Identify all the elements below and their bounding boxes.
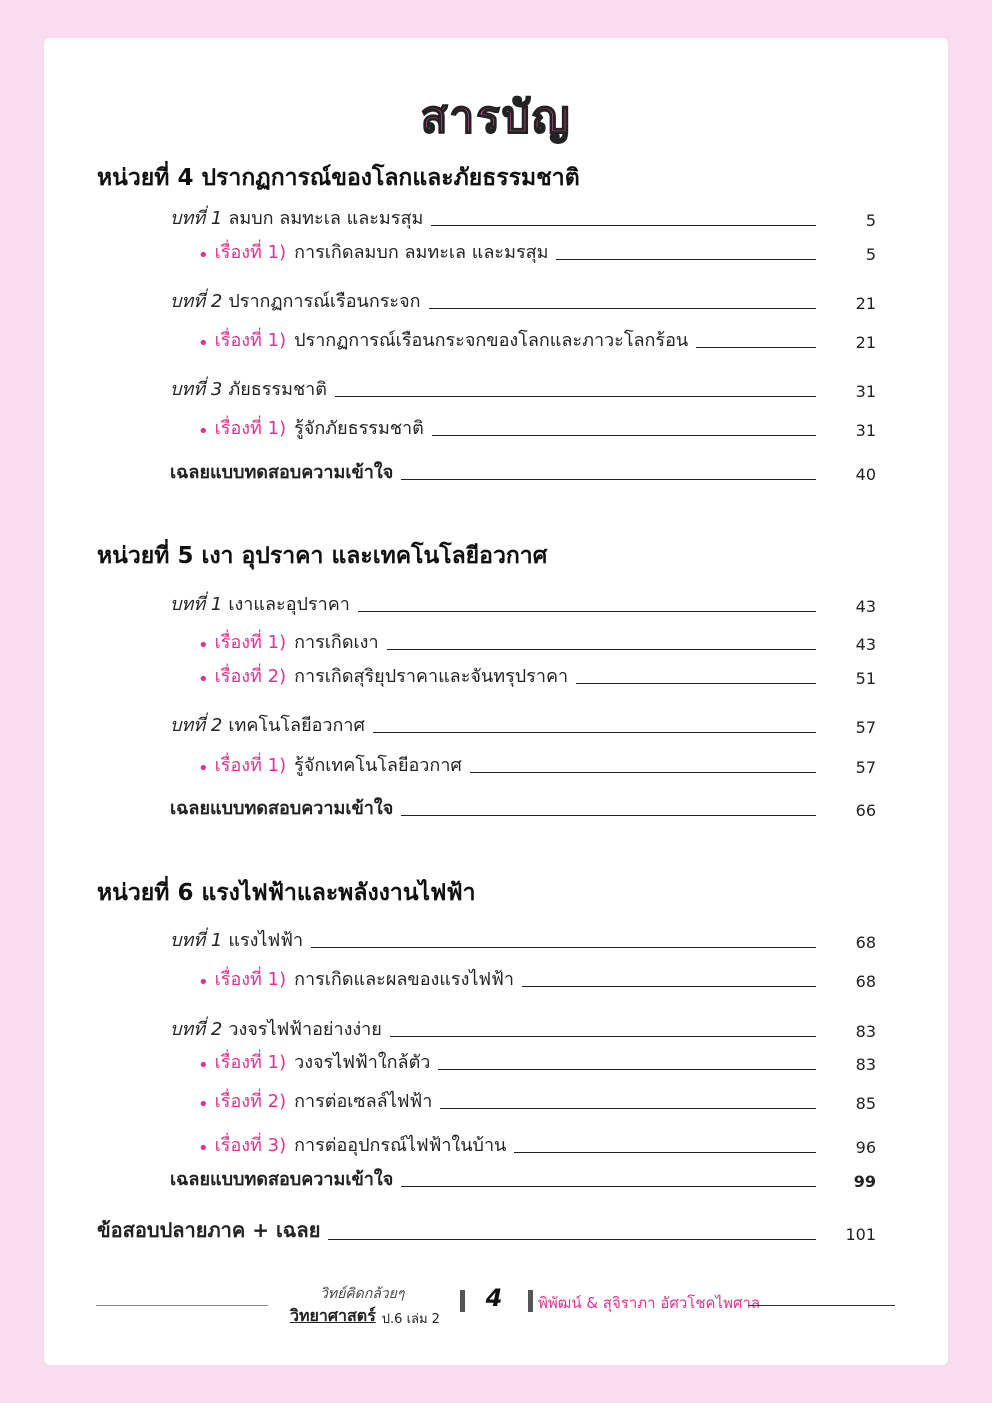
topic-prefix: เรื่องที่ 1) xyxy=(214,418,287,439)
unit-heading-4: หน่วยที่ 4 ปรากฏการณ์ของโลกและภัยธรรมชาติ xyxy=(97,165,580,191)
page-number: 57 xyxy=(855,758,876,777)
dot-leader xyxy=(335,396,816,397)
topic-name: การเกิดสุริยุปราคาและจันทรุปราคา xyxy=(294,666,569,687)
dot-leader xyxy=(373,732,816,733)
page-number: 85 xyxy=(855,1094,876,1113)
bullet-icon: • xyxy=(198,758,209,779)
bullet-icon: • xyxy=(198,1138,209,1159)
topic-name: การเกิดลมบก ลมทะเล และมรสุม xyxy=(294,242,549,263)
toc-topic[interactable] xyxy=(198,628,876,656)
page-title: สารบัญ xyxy=(420,92,572,143)
toc-topic[interactable] xyxy=(198,326,876,354)
chapter-name: วงจรไฟฟ้าอย่างง่าย xyxy=(228,1019,382,1040)
topic-name: การเกิดและผลของแรงไฟฟ้า xyxy=(294,969,515,990)
toc-chapter[interactable] xyxy=(170,204,876,232)
dot-leader xyxy=(696,347,816,348)
chapter-name: แรงไฟฟ้า xyxy=(228,930,304,951)
chapter-name: ลมบก ลมทะเล และมรสุม xyxy=(228,208,424,229)
toc-topic[interactable] xyxy=(198,751,876,779)
topic-name: การเกิดเงา xyxy=(294,632,379,653)
toc-answer-key[interactable] xyxy=(170,1165,876,1193)
answer-label: เฉลยแบบทดสอบความเข้าใจ xyxy=(170,462,394,483)
topic-name: วงจรไฟฟ้าใกล้ตัว xyxy=(294,1052,431,1073)
chapter-prefix: บทที่ 2 xyxy=(170,291,223,312)
topic-prefix: เรื่องที่ 2) xyxy=(214,666,287,687)
topic-name: รู้จักเทคโนโลยีอวกาศ xyxy=(294,755,462,776)
page-number: 5 xyxy=(865,211,876,230)
footer-rule-left xyxy=(96,1305,268,1306)
topic-prefix: เรื่องที่ 1) xyxy=(214,969,287,990)
dot-leader xyxy=(432,435,816,436)
topic-prefix: เรื่องที่ 1) xyxy=(214,632,287,653)
chapter-name: ปรากฏการณ์เรือนกระจก xyxy=(228,291,421,312)
topic-prefix: เรื่องที่ 1) xyxy=(214,755,287,776)
bullet-icon: • xyxy=(198,669,209,690)
dot-leader xyxy=(387,649,816,650)
topic-prefix: เรื่องที่ 3) xyxy=(214,1135,287,1156)
bullet-icon: • xyxy=(198,972,209,993)
page-number: 5 xyxy=(865,245,876,264)
toc-chapter[interactable] xyxy=(170,711,876,739)
page-number: 68 xyxy=(855,933,876,952)
dot-leader xyxy=(328,1239,816,1240)
dot-leader xyxy=(514,1152,816,1153)
toc-answer-key[interactable] xyxy=(170,794,876,822)
unit-heading-6: หน่วยที่ 6 แรงไฟฟ้าและพลังงานไฟฟ้า xyxy=(97,880,476,906)
final-exam-label: ข้อสอบปลายภาค + เฉลย xyxy=(97,1218,321,1242)
page-number: 83 xyxy=(855,1055,876,1074)
footer-authors: พิพัฒน์ & สุจิราภา อัศวโชคไพศาล xyxy=(538,1294,761,1312)
toc-chapter[interactable] xyxy=(170,1015,876,1043)
footer-series-title: วิทย์คิดกล้วยๆ xyxy=(320,1286,405,1302)
chapter-name: เทคโนโลยีอวกาศ xyxy=(228,715,365,736)
dot-leader xyxy=(438,1069,816,1070)
topic-name: รู้จักภัยธรรมชาติ xyxy=(294,418,424,439)
topic-prefix: เรื่องที่ 1) xyxy=(214,330,287,351)
dot-leader xyxy=(522,986,816,987)
topic-name: การต่อเซลล์ไฟฟ้า xyxy=(294,1091,433,1112)
topic-prefix: เรื่องที่ 2) xyxy=(214,1091,287,1112)
topic-name: การต่ออุปกรณ์ไฟฟ้าในบ้าน xyxy=(294,1135,507,1156)
dot-leader xyxy=(401,1186,816,1187)
chapter-prefix: บทที่ 2 xyxy=(170,1019,223,1040)
chapter-prefix: บทที่ 1 xyxy=(170,594,223,615)
dot-leader xyxy=(358,611,816,612)
toc-topic[interactable] xyxy=(198,662,876,690)
answer-label: เฉลยแบบทดสอบความเข้าใจ xyxy=(170,798,394,819)
page-number: 99 xyxy=(853,1172,876,1191)
toc-chapter[interactable] xyxy=(170,926,876,954)
dot-leader xyxy=(556,259,816,260)
page-number: 40 xyxy=(855,465,876,484)
toc-topic[interactable] xyxy=(198,1087,876,1115)
toc-final-exam[interactable] xyxy=(97,1218,876,1246)
bullet-icon: • xyxy=(198,421,209,442)
page-number: 43 xyxy=(855,635,876,654)
dot-leader xyxy=(390,1036,816,1037)
page-number: 31 xyxy=(855,421,876,440)
page-number: 43 xyxy=(855,597,876,616)
footer-book-title xyxy=(290,1304,440,1329)
dot-leader xyxy=(311,947,816,948)
page-number: 51 xyxy=(855,669,876,688)
toc-topic[interactable] xyxy=(198,414,876,442)
footer-page-number: 4 xyxy=(485,1284,503,1312)
bullet-icon: • xyxy=(198,1055,209,1076)
toc-chapter[interactable] xyxy=(170,590,876,618)
page-number: 96 xyxy=(855,1138,876,1157)
toc-topic[interactable] xyxy=(198,238,876,266)
bullet-icon: • xyxy=(198,333,209,354)
dot-leader xyxy=(401,479,816,480)
chapter-name: เงาและอุปราคา xyxy=(228,594,350,615)
bullet-icon: • xyxy=(198,1094,209,1115)
toc-chapter[interactable] xyxy=(170,375,876,403)
topic-name: ปรากฏการณ์เรือนกระจกของโลกและภาวะโลกร้อน xyxy=(294,330,689,351)
footer-subject: วิทยาศาสตร์ xyxy=(290,1306,376,1325)
footer-rule-right xyxy=(748,1305,895,1306)
footer-bar-right xyxy=(528,1290,533,1312)
footer-bar-left xyxy=(460,1290,465,1312)
page-number: 21 xyxy=(855,333,876,352)
bullet-icon: • xyxy=(198,245,209,266)
chapter-prefix: บทที่ 3 xyxy=(170,379,223,400)
page-number: 57 xyxy=(855,718,876,737)
page-number: 83 xyxy=(855,1022,876,1041)
dot-leader xyxy=(431,225,816,226)
toc-answer-key[interactable] xyxy=(170,458,876,486)
chapter-prefix: บทที่ 1 xyxy=(170,208,223,229)
answer-label: เฉลยแบบทดสอบความเข้าใจ xyxy=(170,1169,394,1190)
page-number: 101 xyxy=(845,1225,876,1244)
page-number: 66 xyxy=(855,801,876,820)
unit-heading-5: หน่วยที่ 5 เงา อุปราคา และเทคโนโลยีอวกาศ xyxy=(97,543,548,569)
chapter-name: ภัยธรรมชาติ xyxy=(228,379,327,400)
toc-topic[interactable] xyxy=(198,965,876,993)
topic-prefix: เรื่องที่ 1) xyxy=(214,242,287,263)
topic-prefix: เรื่องที่ 1) xyxy=(214,1052,287,1073)
dot-leader xyxy=(576,683,816,684)
dot-leader xyxy=(429,308,816,309)
dot-leader xyxy=(470,772,816,773)
toc-topic[interactable] xyxy=(198,1131,876,1159)
footer-grade: ป.6 เล่ม 2 xyxy=(381,1312,440,1327)
page-number: 68 xyxy=(855,972,876,991)
toc-chapter[interactable] xyxy=(170,287,876,315)
chapter-prefix: บทที่ 1 xyxy=(170,930,223,951)
bullet-icon: • xyxy=(198,635,209,656)
toc-topic[interactable] xyxy=(198,1048,876,1076)
chapter-prefix: บทที่ 2 xyxy=(170,715,223,736)
page-number: 21 xyxy=(855,294,876,313)
dot-leader xyxy=(401,815,816,816)
dot-leader xyxy=(440,1108,816,1109)
page-number: 31 xyxy=(855,382,876,401)
